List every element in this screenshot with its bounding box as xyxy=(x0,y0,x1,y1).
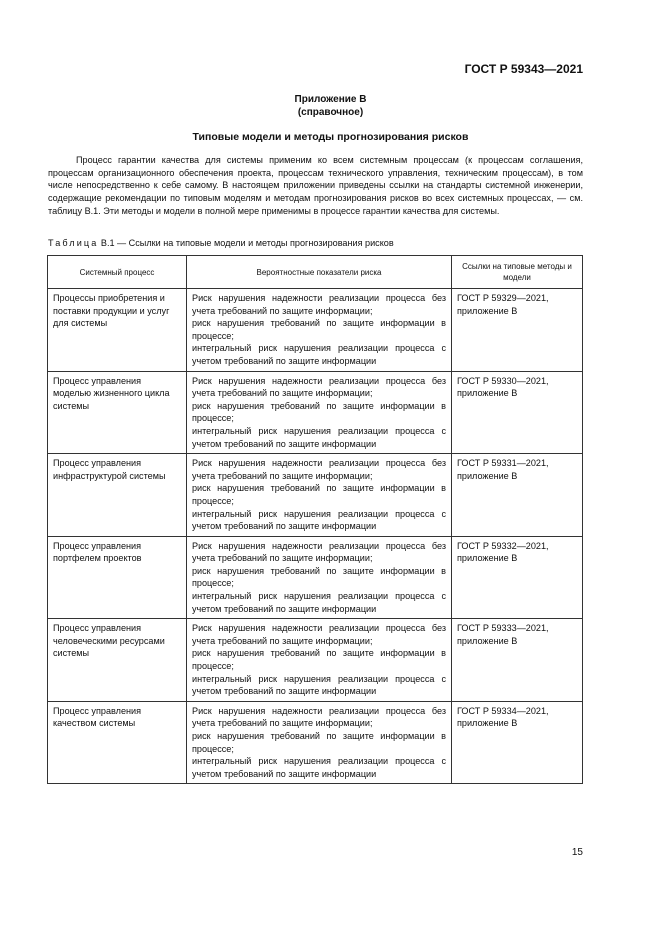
process-cell: Процесс управления человеческими ресурсами системы xyxy=(48,619,187,702)
risk-line: интегральный риск нарушения реализации процесса с учетом требований по защите информации xyxy=(192,591,446,614)
reference-cell: ГОСТ Р 59332—2021, приложение В xyxy=(452,536,583,619)
risk-line: интегральный риск нарушения реализации процесса с учетом требований по защите информации xyxy=(192,343,446,366)
table-row xyxy=(48,701,583,784)
risk-line: риск нарушения требований по защите информации в процессе; xyxy=(192,648,446,672)
section-title: Типовые модели и методы прогнозирования рисков xyxy=(192,131,469,143)
risk-cell xyxy=(187,371,452,454)
risk-models-table xyxy=(47,255,583,784)
annex-title: Приложение В xyxy=(294,94,367,105)
process-cell: Процесс управления портфелем проектов xyxy=(48,536,187,619)
reference-cell: ГОСТ Р 59334—2021, приложение В xyxy=(452,701,583,784)
table-caption-text: В.1 — Ссылки на типовые модели и методы прогнозирования рисков xyxy=(98,238,394,248)
risk-cell xyxy=(187,536,452,619)
risk-cell xyxy=(187,289,452,372)
table-caption-prefix: Таблица xyxy=(48,238,99,248)
table-row xyxy=(48,289,583,372)
header-references: Ссылки на типовые методы и модели xyxy=(452,256,583,289)
process-cell: Процесс управления моделью жизненного цикла системы xyxy=(48,371,187,454)
risk-line: Риск нарушения надежности реализации процесса без учета требований по защите информации; xyxy=(192,623,446,646)
risk-line: риск нарушения требований по защите информации в процессе; xyxy=(192,483,446,506)
risk-cell xyxy=(187,701,452,784)
process-cell: Процесс управления качеством системы xyxy=(48,701,187,784)
table-row xyxy=(48,371,583,454)
table-row xyxy=(48,454,583,537)
header-risk-indicators: Вероятностные показатели риска xyxy=(187,256,452,289)
intro-paragraph: Процесс гарантии качества для системы применим ко всем системным процессам (к процессам соглашения, процессам организационного обеспечения проекта, процессам технического управления, техническим процессам), в том числе непосредственно к себе самому. В настоящем приложении приведены ссылки на стандарты системной инженерии, содержащие рекомендации по типовым моделям и методам прогнозирования рисков во всех системных процессах, — см. таблицу В.1. Эти методы и модели в полной мере применимы в процессе гарантии качества для системы. xyxy=(48,155,583,216)
risk-line: интегральный риск нарушения реализации процесса с учетом требований по защите информации xyxy=(192,673,446,697)
risk-line: интегральный риск нарушения реализации процесса с учетом требований по защите информации xyxy=(192,425,446,449)
process-cell: Процессы приобретения и поставки продукции и услуг для системы xyxy=(48,289,187,372)
table-row xyxy=(48,619,583,702)
table-header-row xyxy=(48,256,583,289)
risk-line: риск нарушения требований по защите информации в процессе; xyxy=(192,400,446,424)
reference-cell: ГОСТ Р 59329—2021, приложение В xyxy=(452,289,583,372)
risk-line: риск нарушения требований по защите информации в процессе; xyxy=(192,731,446,754)
reference-cell: ГОСТ Р 59331—2021, приложение В xyxy=(452,454,583,537)
annex-status: (справочное) xyxy=(297,107,364,118)
risk-line: Риск нарушения надежности реализации процесса без учета требований по защите информации; xyxy=(192,540,446,564)
risk-line: риск нарушения требований по защите информации в процессе; xyxy=(192,565,446,589)
page-number: 15 xyxy=(571,847,583,858)
risk-line: риск нарушения требований по защите информации в процессе; xyxy=(192,318,446,341)
risk-line: интегральный риск нарушения реализации процесса с учетом требований по защите информации xyxy=(192,756,446,779)
annex-heading xyxy=(0,93,661,119)
risk-line: Риск нарушения надежности реализации процесса без учета требований по защите информации; xyxy=(192,705,446,729)
risk-line: Риск нарушения надежности реализации процесса без учета требований по защите информации; xyxy=(192,375,446,399)
standard-code: ГОСТ Р 59343—2021 xyxy=(464,62,583,76)
risk-line: интегральный риск нарушения реализации процесса с учетом требований по защите информации xyxy=(192,508,446,532)
reference-cell: ГОСТ Р 59330—2021, приложение В xyxy=(452,371,583,454)
risk-line: Риск нарушения надежности реализации процесса без учета требований по защите информации; xyxy=(192,293,446,316)
process-cell: Процесс управления инфраструктурой системы xyxy=(48,454,187,537)
table-caption xyxy=(48,238,394,248)
risk-cell xyxy=(187,454,452,537)
risk-cell xyxy=(187,619,452,702)
risk-line: Риск нарушения надежности реализации процесса без учета требований по защите информации; xyxy=(192,458,446,481)
header-system-process: Системный процесс xyxy=(48,256,187,289)
reference-cell: ГОСТ Р 59333—2021, приложение В xyxy=(452,619,583,702)
table-row xyxy=(48,536,583,619)
